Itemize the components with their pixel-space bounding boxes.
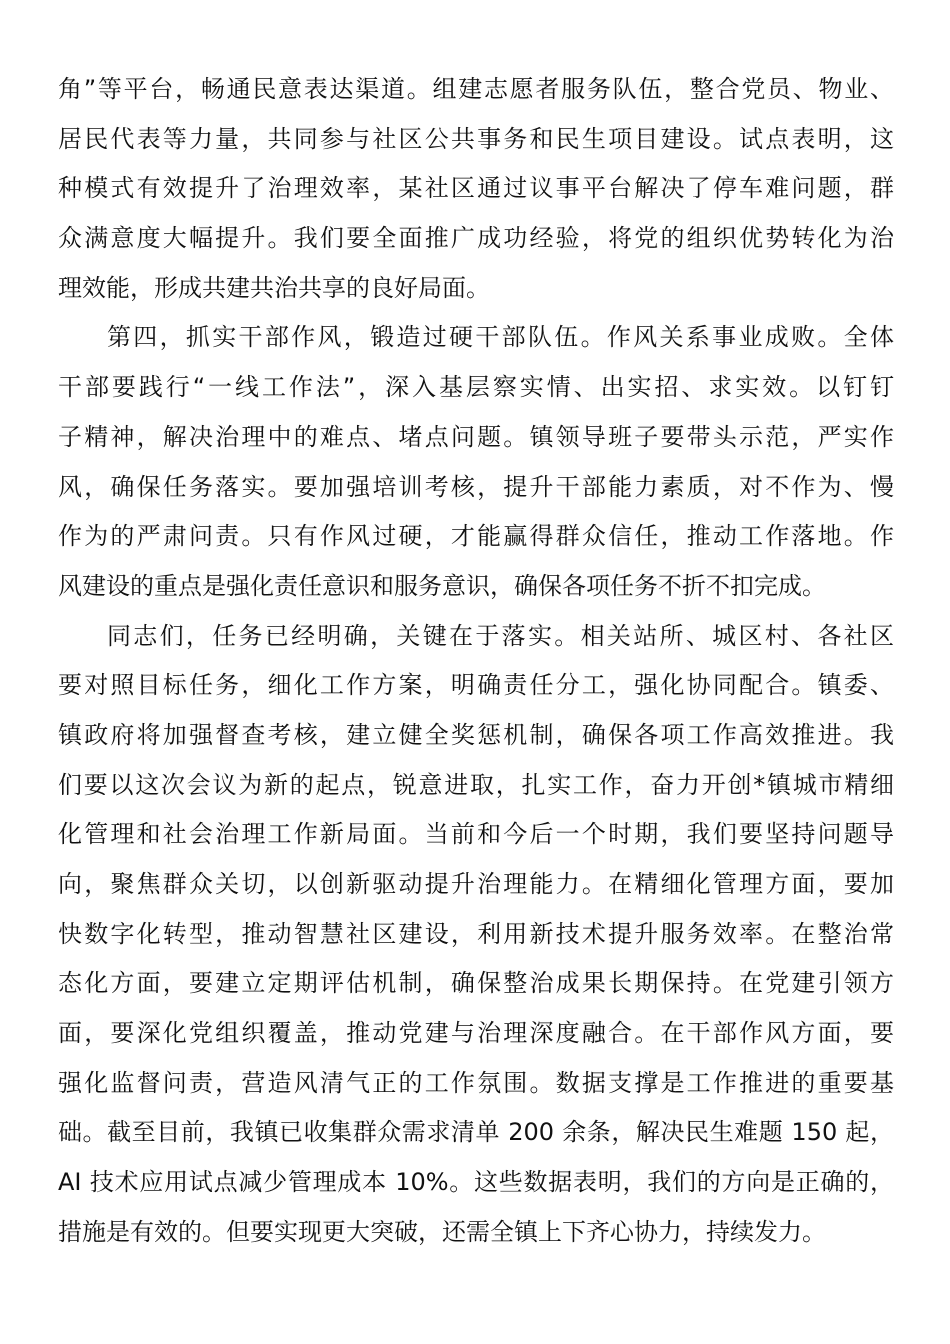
text-line: 措施是有效的。但要实现更大突破，还需全镇上下齐心协力，持续发力。 bbox=[58, 1217, 826, 1246]
text-line: 态化方面，要建立定期评估机制，确保整治成果长期保持。在党建引领方 bbox=[58, 969, 894, 998]
text-line: 种模式有效提升了治理效率，某社区通过议事平台解决了停车难问题，群 bbox=[58, 174, 894, 203]
text-line: 居民代表等力量，共同参与社区公共事务和民生项目建设。试点表明，这 bbox=[58, 124, 894, 153]
text-line: 风，确保任务落实。要加强培训考核，提升干部能力素质，对不作为、慢 bbox=[58, 472, 894, 501]
text-line: 向，聚焦群众关切，以创新驱动提升治理能力。在精细化管理方面，要加 bbox=[58, 870, 894, 898]
text-line: 面，要深化党组织覆盖，推动党建与治理深度融合。在干部作风方面，要 bbox=[58, 1019, 894, 1048]
text-line: 子精神，解决治理中的难点、堵点问题。镇领导班子要带头示范，严实作 bbox=[58, 422, 894, 451]
paragraph-heading-line: 第四，抓实干部作风，锻造过硬干部队伍。作风关系事业成败。全体 bbox=[107, 323, 894, 352]
text-line: 化管理和社会治理工作新局面。当前和今后一个时期，我们要坚持问题导 bbox=[58, 820, 894, 849]
text-line: 风建设的重点是强化责任意识和服务意识，确保各项任务不折不扣完成。 bbox=[58, 571, 826, 600]
text-line: 强化监督问责，营造风清气正的工作氛围。数据支撑是工作推进的重要基 bbox=[58, 1068, 894, 1097]
document-page bbox=[58, 65, 894, 1258]
text-line: 理效能，形成共建共治共享的良好局面。 bbox=[58, 273, 490, 302]
text-line: 快数字化转型，推动智慧社区建设，利用新技术提升服务效率。在整治常 bbox=[58, 919, 894, 948]
text-line: 作为的严肃问责。只有作风过硬，才能赢得群众信任，推动工作落地。作 bbox=[58, 522, 894, 551]
text-line: 础。截至目前，我镇已收集群众需求清单 200 余条，解决民生难题 150 起， bbox=[58, 1118, 894, 1147]
text-line: 们要以这次会议为新的起点，锐意进取，扎实工作，奋力开创*镇城市精细 bbox=[58, 770, 894, 799]
text-line: 角”等平台，畅通民意表达渠道。组建志愿者服务队伍，整合党员、物业、 bbox=[58, 75, 894, 103]
text-line: 同志们，任务已经明确，关键在于落实。相关站所、城区村、各社区 bbox=[107, 621, 894, 650]
text-line: 镇政府将加强督查考核，建立健全奖惩机制，确保各项工作高效推进。我 bbox=[58, 720, 894, 749]
text-line: 干部要践行“一线工作法”，深入基层察实情、出实招、求实效。以钉钉 bbox=[58, 373, 894, 402]
text-line: AI 技术应用试点减少管理成本 10%。这些数据表明，我们的方向是正确的， bbox=[58, 1168, 894, 1197]
text-line: 要对照目标任务，细化工作方案，明确责任分工，强化协同配合。镇委、 bbox=[58, 671, 894, 700]
text-line: 众满意度大幅提升。我们要全面推广成功经验，将党的组织优势转化为治 bbox=[58, 224, 894, 253]
